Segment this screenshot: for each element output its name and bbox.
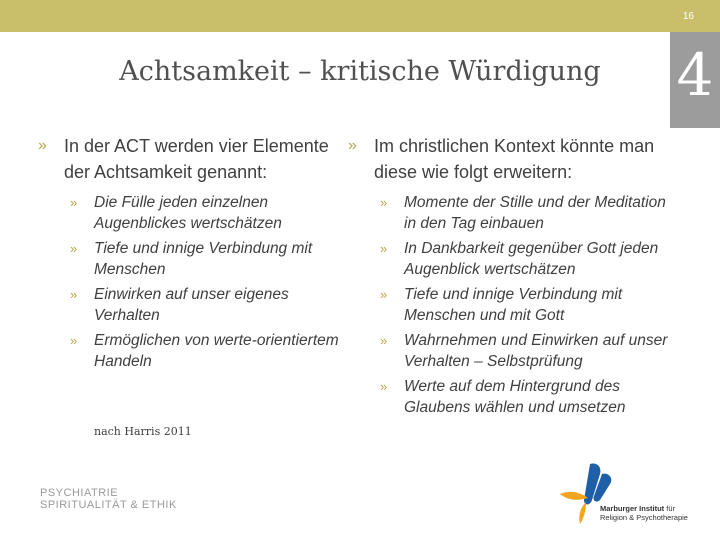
- logo-left-line2: SPIRITUALITÄT & ETHIK: [40, 499, 177, 511]
- top-accent-bar: [0, 0, 720, 32]
- list-item-text: Momente der Stille und der Meditation in den Tag einbauen: [404, 194, 666, 232]
- logo-right-line2: Religion & Psychotherapie: [600, 513, 688, 522]
- left-column: [38, 133, 348, 376]
- list-item-text: Tiefe und innige Verbindung mit Menschen: [94, 240, 313, 278]
- list-item: [380, 330, 678, 372]
- bullet-marker-icon: »: [38, 137, 47, 154]
- list-item-text: Wahrnehmen und Einwirken auf unser Verhalten – Selbstprüfung: [404, 332, 668, 370]
- right-main-point: [348, 133, 678, 185]
- list-item: [70, 284, 348, 326]
- list-item-text: Tiefe und innige Verbindung mit Menschen und mit Gott: [404, 286, 623, 324]
- sub-bullet-icon: »: [380, 287, 388, 302]
- list-item: [380, 284, 678, 326]
- citation: nach Harris 2011: [94, 425, 192, 438]
- list-item-text: Ermöglichen von werte-orientiertem Handeln: [94, 332, 339, 370]
- page-number: 16: [682, 11, 694, 22]
- logo-right-line1: Marburger Institut: [600, 504, 665, 513]
- left-main-text: In der ACT werden vier Elemente der Achtsamkeit genannt:: [64, 136, 329, 182]
- left-sub-list: [70, 192, 348, 372]
- right-sub-list: [380, 192, 678, 418]
- list-item-text: Einwirken auf unser eigenes Verhalten: [94, 286, 289, 324]
- sub-bullet-icon: »: [70, 333, 78, 348]
- list-item: [380, 238, 678, 280]
- list-item: [70, 330, 348, 372]
- list-item: [380, 192, 678, 234]
- left-main-point: [38, 133, 348, 185]
- marburger-institut-logo: [556, 460, 706, 530]
- sub-bullet-icon: »: [70, 241, 78, 256]
- right-column: [348, 133, 678, 422]
- chapter-marker: [670, 32, 720, 128]
- list-item-text: Die Fülle jeden einzelnen Augenblickes wertschätzen: [94, 194, 282, 232]
- psychiatrie-spiritualitaet-logo: [40, 487, 200, 527]
- logo-right-text: [600, 504, 720, 522]
- bullet-marker-icon: »: [348, 137, 357, 154]
- right-main-text: Im christlichen Kontext könnte man diese wie folgt erweitern:: [374, 136, 655, 182]
- chapter-number: 4: [676, 41, 714, 109]
- sub-bullet-icon: »: [70, 287, 78, 302]
- sub-bullet-icon: »: [380, 333, 388, 348]
- list-item-text: Werte auf dem Hintergrund des Glaubens wählen und umsetzen: [404, 378, 626, 416]
- sub-bullet-icon: »: [380, 241, 388, 256]
- slide-title: Achtsamkeit – kritische Würdigung: [119, 56, 601, 87]
- list-item-text: In Dankbarkeit gegenüber Gott jeden Augenblick wertschätzen: [404, 240, 659, 278]
- list-item: [70, 238, 348, 280]
- list-item: [70, 192, 348, 234]
- logo-right-line1-suffix: für: [664, 504, 676, 513]
- sub-bullet-icon: »: [70, 195, 78, 210]
- sub-bullet-icon: »: [380, 379, 388, 394]
- list-item: [380, 376, 678, 418]
- sub-bullet-icon: »: [380, 195, 388, 210]
- logo-left-line1: PSYCHIATRIE: [40, 487, 119, 499]
